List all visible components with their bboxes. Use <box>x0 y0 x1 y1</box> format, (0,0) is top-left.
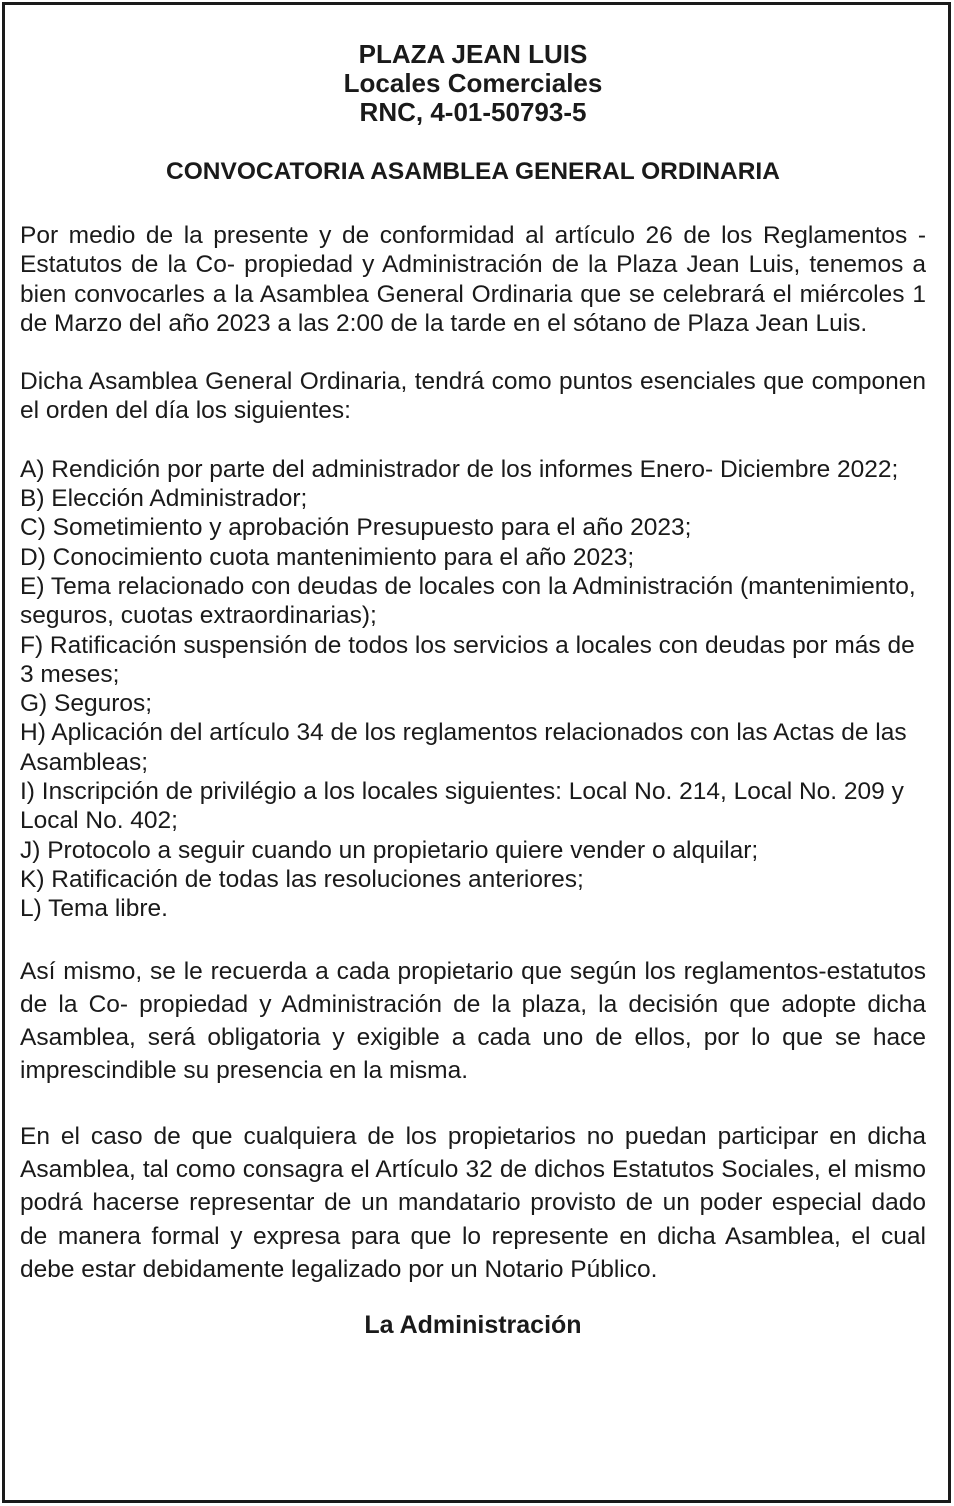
notice-title: CONVOCATORIA ASAMBLEA GENERAL ORDINARIA <box>166 158 780 185</box>
agenda-item: B) Elección Administrador; <box>20 485 308 513</box>
notice-header <box>20 40 926 127</box>
agenda-item: D) Conocimiento cuota mantenimiento para el año 2023; <box>20 543 635 571</box>
header-rnc: RNC, 4-01-50793-5 <box>359 97 587 127</box>
header-subtitle: Locales Comerciales <box>343 68 603 98</box>
agenda-item: A) Rendición por parte del administrador de los informes Enero- Diciembre 2022; <box>20 455 899 483</box>
paragraph-agenda-intro: Dicha Asamblea General Ordinaria, tendrá como puntos esenciales que componen el orden del día los siguientes: <box>20 368 926 425</box>
notice-content <box>20 40 926 1340</box>
agenda-list <box>20 455 926 924</box>
header-company-name: PLAZA JEAN LUIS <box>358 39 588 69</box>
agenda-item: J) Protocolo a seguir cuando un propietario quiere vender o alquilar; <box>20 836 759 864</box>
agenda-item: C) Sometimiento y aprobación Presupuesto para el año 2023; <box>20 514 692 542</box>
paragraph-proxy: En el caso de que cualquiera de los propietarios no puedan participar en dicha Asamblea, tal como consagra el Artículo 32 de dichos Estatutos Sociales, el mismo podrá hacerse representar de un mandatario provisto de un poder especial dado de manera formal y expresa para que lo represente en dicha Asamblea, el cual debe estar debidamente legalizado por un Notario Público. <box>20 1122 926 1283</box>
agenda-item: E) Tema relacionado con deudas de locales con la Administración (mantenimiento, seguros, cuotas extraordinarias); <box>20 572 916 630</box>
agenda-item: L) Tema libre. <box>20 895 168 923</box>
agenda-item: F) Ratificación suspensión de todos los servicios a locales con deudas por más de 3 meses; <box>20 631 915 688</box>
agenda-item: I) Inscripción de privilégio a los locales siguientes: Local No. 214, Local No. 209 y Local No. 402; <box>20 778 904 835</box>
agenda-item: G) Seguros; <box>20 690 153 718</box>
agenda-item: K) Ratificación de todas las resoluciones anteriores; <box>20 865 584 893</box>
agenda-item: H) Aplicación del artículo 34 de los reglamentos relacionados con las Actas de las Asambleas; <box>20 719 907 776</box>
signature: La Administración <box>364 1311 582 1340</box>
paragraph-intro: Por medio de la presente y de conformidad al artículo 26 de los Reglamentos - Estatutos de la Co- propiedad y Administración de la Plaza Jean Luis, tenemos a bien convocarles a la Asamblea General Ordinaria que se celebrará el miércoles 1 de Marzo del año 2023 a las 2:00 de la tarde en el sótano de Plaza Jean Luis. <box>20 222 926 337</box>
paragraph-reminder: Así mismo, se le recuerda a cada propietario que según los reglamentos-estatutos de la Co- propiedad y Administración de la plaza, la decisión que adopte dicha Asamblea, será obligatoria y exigible a cada uno de ellos, por lo que se hace imprescindible su presencia en la misma. <box>20 957 926 1085</box>
